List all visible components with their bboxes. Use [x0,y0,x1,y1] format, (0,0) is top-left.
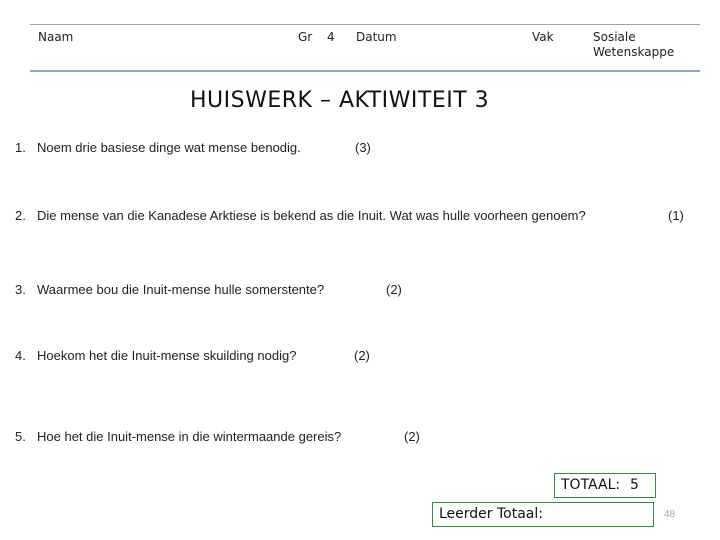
question-number: 1. [15,140,26,155]
grade-label: Gr [298,30,313,44]
subject-value-line1: Sosiale [593,30,636,44]
question-number: 4. [15,348,26,363]
question-1 [15,140,301,155]
question-4 [15,348,296,363]
subject-label: Vak [532,30,554,44]
page-number: 48 [664,509,676,520]
date-label: Datum [356,30,397,44]
question-4-marks: (2) [354,348,370,363]
question-1-marks: (3) [355,140,371,155]
question-number: 5. [15,429,26,444]
question-3-marks: (2) [386,282,402,297]
page-title: HUISWERK – AKTIWITEIT 3 [190,88,490,113]
total-label: TOTAAL: [561,477,621,493]
question-2 [15,208,586,223]
learner-total-label: Leerder Totaal: [439,506,543,522]
name-label: Naam [38,30,74,44]
question-5-marks: (2) [404,429,420,444]
grade-value: 4 [327,30,335,44]
question-2-marks: (1) [668,208,684,223]
question-number: 3. [15,282,26,297]
learner-total-box[interactable] [432,502,654,527]
question-number: 2. [15,208,26,223]
question-3 [15,282,324,297]
question-text: Hoe het die Inuit-mense in die wintermaande gereis? [37,429,342,444]
question-text: Hoekom het die Inuit-mense skuilding nodig? [37,348,297,363]
question-5 [15,429,341,444]
question-text: Waarmee bou die Inuit-mense hulle somerstente? [37,282,325,297]
header-bottom-rule [30,70,700,72]
header-top-rule [30,24,700,25]
total-box [554,473,656,498]
question-text: Noem drie basiese dinge wat mense benodig. [37,140,301,155]
total-value: 5 [630,477,639,493]
question-text: Die mense van die Kanadese Arktiese is bekend as die Inuit. Wat was hulle voorheen genoem? [37,208,586,223]
subject-value-line2: Wetenskappe [593,45,675,59]
